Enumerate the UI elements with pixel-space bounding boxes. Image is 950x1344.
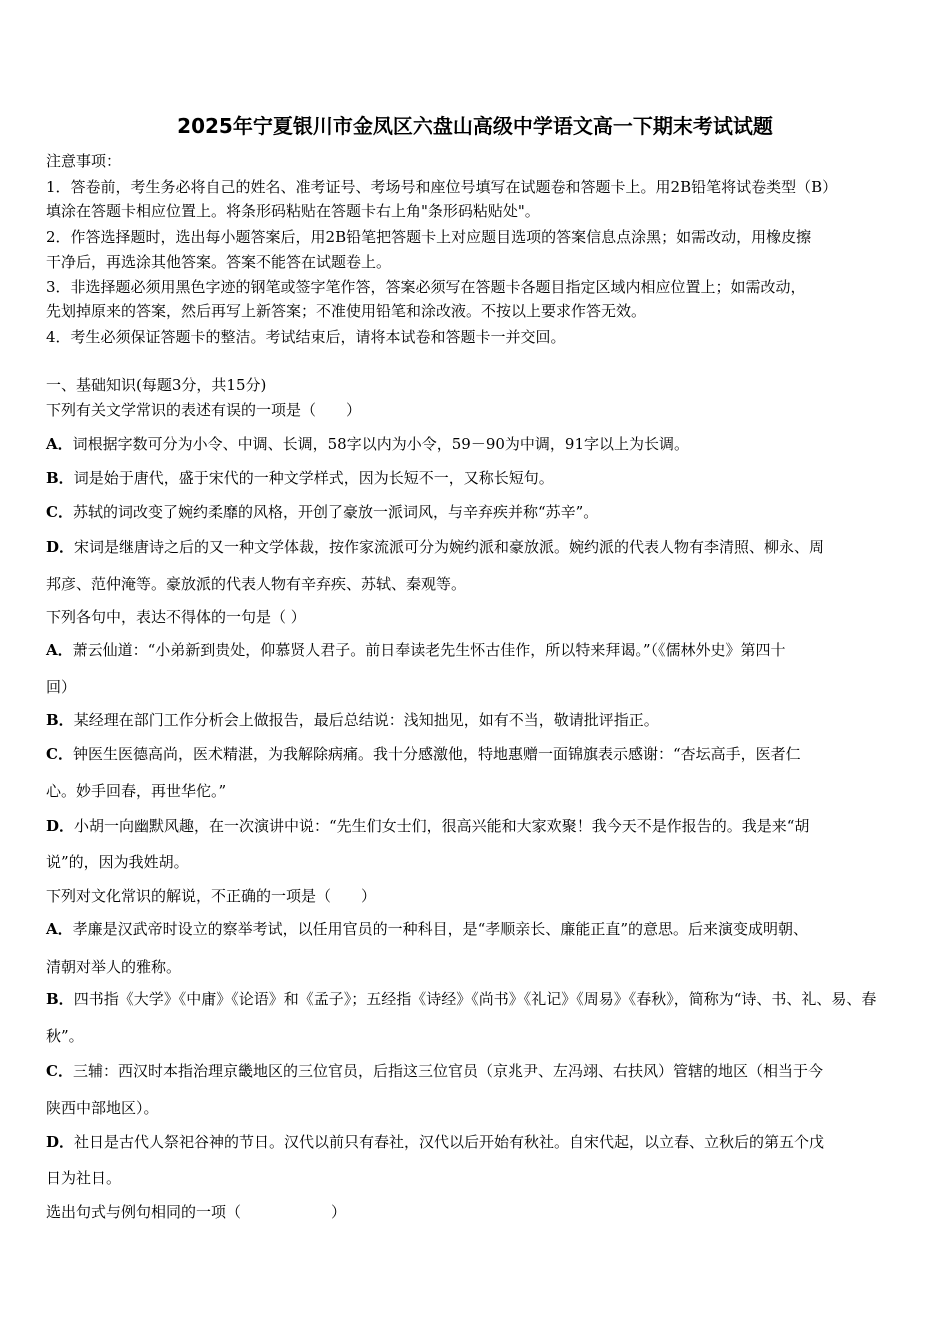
section-heading: 一、基础知识(每题3分，共15分) <box>46 376 267 394</box>
q3-option-b-cont: 秋”。 <box>46 1027 84 1045</box>
option-text: 萧云仙道：“小弟新到贵处，仰慕贤人君子。前日奉读老先生怀古佳作，所以特来拜谒。”（《儒林外史》第四十 <box>72 641 786 659</box>
notice-line: 1．答卷前，考生务必将自己的姓名、准考证号、考场号和座位号填写在试题卷和答题卡上。用2B铅笔将试卷类型（B） <box>46 178 838 196</box>
option-label: B． <box>46 711 74 729</box>
option-label: A． <box>46 641 73 659</box>
q2-option-c <box>46 745 801 763</box>
option-label: A． <box>46 435 73 453</box>
option-text: 钟医生医德高尚，医术精湛，为我解除病痛。我十分感激他，特地惠赠一面锦旗表示感谢：“杏坛高手，医者仁 <box>72 745 801 763</box>
notice-line: 2．作答选择题时，选出每小题答案后，用2B铅笔把答题卡上对应题目选项的答案信息点涂黑；如需改动，用橡皮擦 <box>46 228 812 246</box>
option-text: 社日是古代人祭祀谷神的节日。汉代以前只有春社，汉代以后开始有秋社。自宋代起，以立春、立秋后的第五个戊 <box>74 1133 825 1151</box>
option-label: A． <box>46 920 73 938</box>
page-title: 2025年宁夏银川市金凤区六盘山高级中学语文高一下期末考试试题 <box>177 114 773 138</box>
option-text: 三辅：西汉时本指治理京畿地区的三位官员，后指这三位官员（京兆尹、左冯翊、右扶风）管辖的地区（相当于今 <box>72 1062 823 1080</box>
notice-line: 4．考生必须保证答题卡的整洁。考试结束后，请将本试卷和答题卡一并交回。 <box>46 328 566 346</box>
option-text: 孝廉是汉武帝时设立的察举考试，以任用官员的一种科目，是“孝顺亲长、廉能正直”的意思。后来演变成明朝、 <box>72 920 808 938</box>
q3-option-c-cont: 陕西中部地区）。 <box>46 1099 159 1117</box>
q1-option-a <box>46 435 689 453</box>
option-label: C． <box>46 503 73 521</box>
option-label: D． <box>46 1133 75 1151</box>
q2-stem: 下列各句中，表达不得体的一句是（ ） <box>46 608 306 626</box>
notice-line: 3．非选择题必须用黑色字迹的钢笔或签字笔作答，答案必须写在答题卡各题目指定区域内相应位置上；如需改动， <box>46 278 806 296</box>
q1-option-d-cont: 邦彦、范仲淹等。豪放派的代表人物有辛弃疾、苏轼、秦观等。 <box>46 575 467 593</box>
q2-option-d <box>46 817 809 835</box>
option-text: 宋词是继唐诗之后的又一种文学体裁，按作家流派可分为婉约派和豪放派。婉约派的代表人物有李清照、柳永、周 <box>74 538 825 556</box>
q3-option-c <box>46 1062 823 1080</box>
option-text: 词根据字数可分为小令、中调、长调，58字以内为小令，59－90为中调，91字以上为长调。 <box>72 435 689 453</box>
notice-heading: 注意事项： <box>46 152 122 170</box>
q1-option-d <box>46 538 824 556</box>
option-label: C． <box>46 745 73 763</box>
q4-stem: 选出句式与例句相同的一项（ ） <box>46 1203 347 1221</box>
notice-line: 干净后，再选涂其他答案。答案不能答在试题卷上。 <box>46 253 392 271</box>
q3-option-a <box>46 920 808 938</box>
option-text: 四书指《大学》《中庸》《论语》和《孟子》；五经指《诗经》《尚书》《礼记》《周易》《春秋》，简称为“诗、书、礼、易、春 <box>73 990 877 1008</box>
q1-stem: 下列有关文学常识的表述有误的一项是（ ） <box>46 401 362 419</box>
option-text: 苏轼的词改变了婉约柔靡的风格，开创了豪放一派词风，与辛弃疾并称“苏辛”。 <box>72 503 599 521</box>
q2-option-a-cont: 回） <box>46 678 77 696</box>
q3-option-d-cont: 日为社日。 <box>46 1169 122 1187</box>
q2-option-d-cont: 说”的，因为我姓胡。 <box>46 853 189 871</box>
option-label: D． <box>46 817 75 835</box>
option-label: C． <box>46 1062 73 1080</box>
q3-option-a-cont: 清朝对举人的雅称。 <box>46 958 182 976</box>
q2-option-a <box>46 641 785 659</box>
notice-line: 先划掉原来的答案，然后再写上新答案；不准使用铅笔和涂改液。不按以上要求作答无效。 <box>46 302 647 320</box>
q2-option-b <box>46 711 659 729</box>
option-text: 小胡一向幽默风趣，在一次演讲中说：“先生们女士们，很高兴能和大家欢聚！我今天不是作报告的。我是来“胡 <box>74 817 810 835</box>
notice-line: 填涂在答题卡相应位置上。将条形码粘贴在答题卡右上角"条形码粘贴处"。 <box>46 202 540 220</box>
q3-option-b <box>46 990 876 1008</box>
q3-stem: 下列对文化常识的解说，不正确的一项是（ ） <box>46 887 377 905</box>
q1-option-b <box>46 469 554 487</box>
option-text: 词是始于唐代，盛于宋代的一种文学样式，因为长短不一，又称长短句。 <box>73 469 554 487</box>
option-label: B． <box>46 990 74 1008</box>
q3-option-d <box>46 1133 824 1151</box>
option-label: B． <box>46 469 74 487</box>
q2-option-c-cont: 心。妙手回春，再世华佗。” <box>46 782 227 800</box>
option-text: 某经理在部门工作分析会上做报告，最后总结说：浅知拙见，如有不当，敬请批评指正。 <box>73 711 659 729</box>
q1-option-c <box>46 503 598 521</box>
option-label: D． <box>46 538 75 556</box>
